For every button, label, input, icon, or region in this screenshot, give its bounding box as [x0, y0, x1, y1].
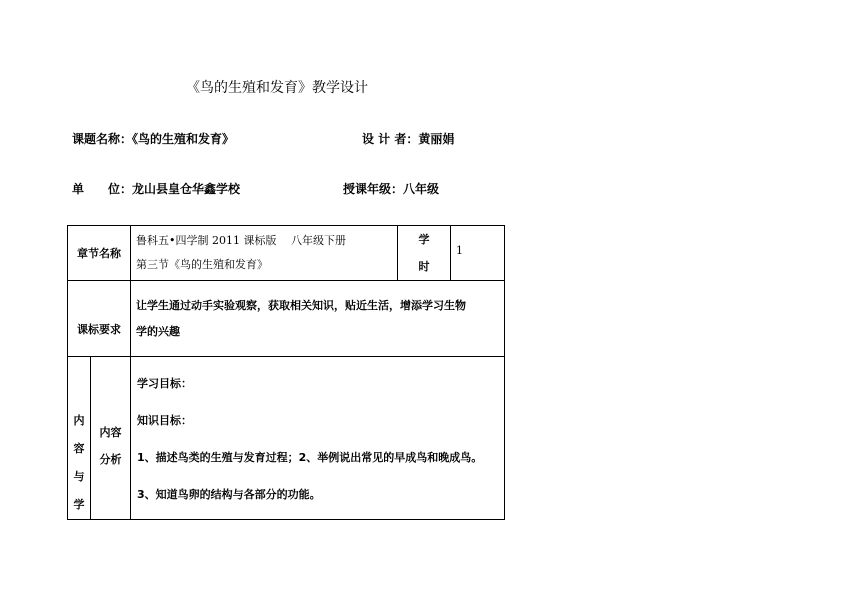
content-analysis	[131, 357, 505, 520]
chapter-value	[131, 226, 398, 281]
chapter-row	[68, 226, 505, 281]
content-line-4: 3、知道鸟卵的结构与各部分的功能。	[137, 488, 321, 501]
analysis-label-1: 内容	[99, 426, 122, 439]
content-row	[68, 357, 505, 520]
chapter-line-2: 第三节《鸟的生殖和发育》	[136, 258, 268, 271]
analysis-label	[91, 357, 131, 520]
designer-value: 黄丽娟	[418, 132, 455, 146]
unit-field	[72, 180, 240, 197]
topic-label: 课题名称：	[72, 132, 133, 146]
hours-value: 1	[451, 226, 505, 281]
section-char-3: 与	[73, 470, 85, 483]
section-char-2: 容	[73, 442, 85, 455]
analysis-label-2: 分析	[99, 453, 122, 466]
standard-label: 课标要求	[68, 281, 131, 357]
designer-field	[362, 130, 454, 147]
lesson-table	[67, 225, 505, 520]
grade-field	[343, 180, 439, 197]
section-label	[68, 357, 91, 520]
grade-label: 授课年级：	[343, 182, 404, 196]
chapter-label: 章节名称	[68, 226, 131, 281]
grade-value: 八年级	[403, 182, 440, 196]
hours-label	[398, 226, 451, 281]
standard-row	[68, 281, 505, 357]
hours-label-2: 时	[418, 260, 430, 273]
content-line-2: 知识目标：	[137, 414, 192, 427]
standard-line-2: 学的兴趣	[136, 324, 180, 338]
hours-label-1: 学	[418, 233, 430, 246]
unit-label: 单 位：	[72, 182, 133, 196]
standard-value	[131, 281, 505, 357]
content-line-3: 1、描述鸟类的生殖与发育过程；2、举例说出常见的早成鸟和晚成鸟。	[137, 451, 483, 464]
designer-label: 设 计 者：	[362, 132, 419, 146]
standard-line-1: 让学生通过动手实验观察，获取相关知识，贴近生活，增添学习生物	[136, 298, 466, 312]
section-char-1: 内	[73, 414, 85, 427]
unit-value: 龙山县皇仓华鑫学校	[132, 182, 241, 196]
document-title: 《鸟的生殖和发育》教学设计	[186, 80, 368, 96]
topic-field	[72, 130, 234, 147]
topic-value: 《鸟的生殖和发育》	[132, 132, 235, 146]
content-line-1: 学习目标：	[137, 377, 192, 390]
chapter-line-1: 鲁科五•四学制 2011 课标版 八年级下册	[136, 234, 346, 247]
section-char-4: 学	[73, 498, 85, 511]
